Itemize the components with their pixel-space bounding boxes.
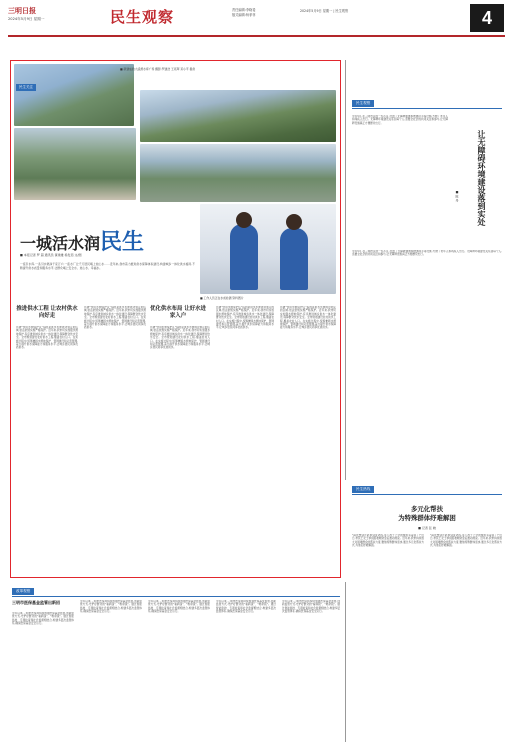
- photo-caption: ■ 工作人员正在水质检测 资料图片: [200, 296, 244, 300]
- bottom-body-column: 今年以来,三明市医保局持续加强医保基金监管,创新监管方式,守护好群众的"看病钱"、"救命钱"。通过智能监控、专项检查和社会监督相结合,构建多层次监管体系,确保医保基金安全运行。: [80, 600, 142, 614]
- article-body-column: 所谓"饮用水源保护区"指的是供水水源周边划定的区域,依法依规实施严格保护。近年来,我市切实加强水源地保护,有序推进城乡供水一体化建设,保障群众饮水安全。全市规划建设农村供水工程,覆盖农村人口。在实施过程中,统筹兼顾水源地保护、管网建设和运营管理,着力提升供水保障能力和服务水平,让城乡居民同享优质供水。: [280, 306, 336, 330]
- sidebar-rule: [352, 108, 502, 109]
- lab-inspection-photo: [200, 204, 336, 294]
- edition-info: 2024年5月9日 星期一 | 民生观察: [300, 9, 349, 13]
- article-body-column: 所谓"饮用水源保护区"指的是供水水源周边划定的区域,依法依规实施严格保护。近年来,我市切实加强水源地保护,有序推进城乡供水一体化建设,保障群众饮水安全。全市规划建设农村供水工程,覆盖农村人口。在实施过程中,统筹兼顾水源地保护、管网建设和运营管理,着力提升供水保障能力和服务水平,让城乡居民同享优质供水。: [150, 326, 210, 350]
- feature-title: [352, 505, 502, 522]
- reservoir-photo-right: [140, 90, 336, 142]
- header-rule: [8, 35, 505, 37]
- bottom-title: 三明市医保基金监管出新招: [12, 600, 60, 605]
- bottom-body-column: 今年以来,三明市医保局持续加强医保基金监管,创新监管方式,守护好群众的"看病钱"、"救命钱"。通过智能监控、专项检查和社会监督相结合,构建多层次监管体系,确保医保基金安全运行。: [282, 600, 340, 614]
- article-headline: [20, 225, 144, 256]
- sidebar-tag: 民生热线: [352, 486, 374, 493]
- column-divider: [345, 60, 346, 480]
- worker-figure: [280, 228, 308, 290]
- section-title: 民生观察: [110, 8, 175, 26]
- headline-emphasis: 民生: [100, 229, 145, 255]
- article-lead: 一座引水库,一条引水渠润千家万户,一座水厂让千万居民喝上放心水……近年来,我市着力推进供水保障体系建设,构建城乡一体化供水格局,不断提升供水质量和服务水平,让群众喝上安全水、放心水、幸福水。: [20, 262, 195, 270]
- bottom-body-column: 今年以来,三明市医保局持续加强医保基金监管,创新监管方式,守护好群众的"看病钱"、"救命钱"。通过智能监控、专项检查和社会监督相结合,构建多层次监管体系,确保医保基金安全运行。: [216, 600, 276, 614]
- editor-credits: [232, 8, 255, 18]
- bottom-rule: [12, 596, 340, 597]
- bottom-body-column: 今年以来,三明市医保局持续加强医保基金监管,创新监管方式,守护好群众的"看病钱"、"救命钱"。通过智能监控、专项检查和社会监督相结合,构建多层次监管体系,确保医保基金安全运行。: [148, 600, 210, 614]
- feature-author: ■ 记者 张 晓: [418, 526, 436, 530]
- commentary-title: 让无障碍环境建设落到实处: [477, 130, 487, 226]
- subheading: 推进供水工程 让农村供水向好走: [16, 306, 78, 319]
- commentary-body: 今年5月,在三明市区的一些小区,设置了无障碍通道和坡道扶手等设施,方便了老年人和残疾人出行。无障碍环境建设关系到每个人,需要全社会的共同关注和参与,让无障碍设施真正方便群众出行。: [352, 250, 502, 257]
- worker-figure: [230, 224, 258, 290]
- editor-line: 版式编辑:杨菲菲: [232, 13, 256, 17]
- feature-title-line: 为特殊群体纾难解困: [398, 513, 456, 522]
- article-body-column: 所谓"饮用水源保护区"指的是供水水源周边划定的区域,依法依规实施严格保护。近年来,我市切实加强水源地保护,有序推进城乡供水一体化建设,保障群众饮水安全。全市规划建设农村供水工程,覆盖农村人口。在实施过程中,统筹兼顾水源地保护、管网建设和运营管理,着力提升供水保障能力和服务水平,让城乡居民同享优质供水。: [84, 306, 146, 330]
- editor-line: 责任编辑:李晓斐: [232, 8, 256, 12]
- article-byline: ■ 本报记者 罗 超 通讯员 黄建雄 杨发茹 文/图: [20, 253, 82, 257]
- water-pipeline-photo: [140, 144, 336, 202]
- reservoir-photo-left: [14, 64, 134, 126]
- subheading: 优化供水布局 让好水进家入户: [150, 306, 206, 319]
- headline-prefix: 一城活水润: [20, 234, 101, 253]
- article-body-column: 所谓"饮用水源保护区"指的是供水水源周边划定的区域,依法依规实施严格保护。近年来,我市切实加强水源地保护,有序推进城乡供水一体化建设,保障群众饮水安全。全市规划建设农村供水工程,覆盖农村人口。在实施过程中,统筹兼顾水源地保护、管网建设和运营管理,着力提升供水保障能力和服务水平,让城乡居民同享优质供水。: [216, 306, 274, 330]
- page-number: 4: [470, 4, 504, 32]
- bottom-body-column: 今年以来,三明市医保局持续加强医保基金监管,创新监管方式,守护好群众的"看病钱"、"救命钱"。通过智能监控、专项检查和社会监督相结合,构建多层次监管体系,确保医保基金安全运行。: [12, 612, 74, 626]
- column-tag: 民生关注: [16, 84, 36, 91]
- issue-date: 2024年5月9日 星期一: [8, 17, 45, 21]
- commentary-body: 今年5月,在三明市区的一些小区,设置了无障碍通道和坡道扶手等设施,方便了老年人和残疾人出行。无障碍环境建设关系到每个人,需要全社会的共同关注和参与,让无障碍设施真正方便群众出行。: [352, 115, 448, 125]
- column-divider: [345, 582, 346, 742]
- worker-head: [286, 214, 302, 230]
- bottom-tag: 改革观察: [12, 588, 34, 595]
- newspaper-masthead: 三明日报: [8, 6, 36, 15]
- water-plant-photo: [14, 128, 136, 200]
- worker-head: [236, 212, 252, 228]
- photo-caption: ■ 新建成的大溪源水库广场 摄影:罗建浩 王亮辉 邓小平 提供: [120, 67, 196, 71]
- feature-title-line: 多元化帮扶: [411, 505, 443, 513]
- feature-body-column: "真没想到还能拿到这笔钱,这下孩子上学的费用有着落了!"近日,市民王女士拿到困难救助金后激动地说。近年来,我市持续加大对困难群众的帮扶力度,聚焦特殊群体需求,通过多元化帮扶方式,为他们纾难解困。: [352, 534, 424, 548]
- commentary-author: ■ 陈 丹: [455, 190, 459, 202]
- feature-body-column: "真没想到还能拿到这笔钱,这下孩子上学的费用有着落了!"近日,市民王女士拿到困难救助金后激动地说。近年来,我市持续加大对困难群众的帮扶力度,聚焦特殊群体需求,通过多元化帮扶方式,为他们纾难解困。: [430, 534, 502, 548]
- article-body-column: 所谓"饮用水源保护区"指的是供水水源周边划定的区域,依法依规实施严格保护。近年来,我市切实加强水源地保护,有序推进城乡供水一体化建设,保障群众饮水安全。全市规划建设农村供水工程,覆盖农村人口。在实施过程中,统筹兼顾水源地保护、管网建设和运营管理,着力提升供水保障能力和服务水平,让城乡居民同享优质供水。: [16, 326, 78, 350]
- sidebar-rule: [352, 494, 502, 495]
- sidebar-tag: 民生观察: [352, 100, 374, 107]
